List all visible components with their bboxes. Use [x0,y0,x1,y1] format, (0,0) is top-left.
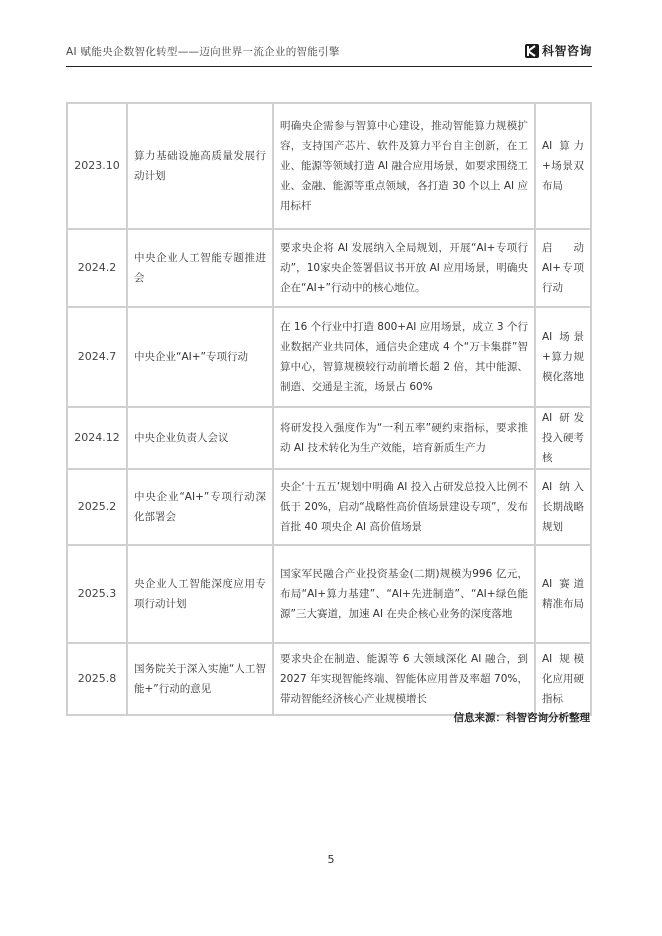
row-date: 2024.7 [66,306,126,406]
row-description: 要求央企将 AI 发展纳入全局规划，开展“AI+专项行动”，10家央企签署倡议书开放 AI 应用场景，明确央企在“AI+”行动中的核心地位。 [272,228,534,306]
table-row [66,306,592,406]
row-focus-tag: AI 赛道精准布局 [534,544,592,642]
row-description: 国家军民融合产业投资基金(二期)规模为996 亿元，布局“AI+算力基建”、“AI+先进制造”、“AI+绿色能源”三大赛道，加速 AI 在央企核心业务的深度落地 [272,544,534,642]
row-focus-tag: AI 场景+算力规模化落地 [534,306,592,406]
table-row [66,102,592,228]
table-row [66,468,592,544]
page-header [66,36,592,66]
row-date: 2025.8 [66,642,126,716]
policy-timeline-table [66,102,592,716]
source-note: 信息来源：科智咨询分析整理 [453,712,590,724]
row-policy-name: 中央企业人工智能专题推进会 [126,228,272,306]
row-focus-tag: AI 纳入长期战略规划 [534,468,592,544]
company-logo [524,42,592,59]
header-title: AI 赋能央企数智化转型——迈向世界一流企业的智能引擎 [66,46,340,58]
row-date: 2025.3 [66,544,126,642]
row-policy-name: 算力基础设施高质量发展行动计划 [126,102,272,228]
table-row [66,544,592,642]
row-policy-name: 央企业人工智能深度应用专项行动计划 [126,544,272,642]
row-description: 央企‘十五五’规划中明确 AI 投入占研发总投入比例不低于 20%，启动“战略性高价值场景建设专项”，发布首批 40 项央企 AI 高价值场景 [272,468,534,544]
row-description: 在 16 个行业中打造 800+AI 应用场景，成立 3 个行业数据产业共同体，通信央企建成 4 个“万卡集群”智算中心，智算规模较行动前增长超 2 倍，其中能源、制造、交通是主流，场景占 60% [272,306,534,406]
row-focus-tag: AI 算力+场景双布局 [534,102,592,228]
header-divider [66,66,592,67]
table-row [66,228,592,306]
row-policy-name: 中央企业负责人会议 [126,406,272,468]
row-focus-tag: 启动 AI+专项行动 [534,228,592,306]
page-number: 5 [327,853,335,866]
row-date: 2024.2 [66,228,126,306]
row-focus-tag: AI 研发投入硬考核 [534,406,592,468]
row-description: 要求央企在制造、能源等 6 大领域深化 AI 融合，到 2027 年实现智能终端、智能体应用普及率超 70%，带动智能经济核心产业规模增长 [272,642,534,716]
row-date: 2025.2 [66,468,126,544]
row-policy-name: 中央企业“AI+”专项行动 [126,306,272,406]
table-row [66,406,592,468]
row-description: 明确央企需参与智算中心建设，推动智能算力规模扩容，支持国产芯片、软件及算力平台自主创新，在工业、能源等领域打造 AI 融合应用场景，如要求围绕工业、金融、能源等重点领域，各打造 30 个以上 AI 应用标杆 [272,102,534,228]
row-policy-name: 中央企业“AI+”专项行动深化部署会 [126,468,272,544]
row-date: 2024.12 [66,406,126,468]
table-row [66,642,592,716]
row-focus-tag: AI 规模化应用硬指标 [534,642,592,716]
logo-icon [524,43,540,59]
row-description: 将研发投入强度作为“一利五率”硬约束指标，要求推动 AI 技术转化为生产效能，培育新质生产力 [272,406,534,468]
row-policy-name: 国务院关于深入实施“人工智能+”行动的意见 [126,642,272,716]
logo-text: 科智咨询 [541,44,592,58]
row-date: 2023.10 [66,102,126,228]
